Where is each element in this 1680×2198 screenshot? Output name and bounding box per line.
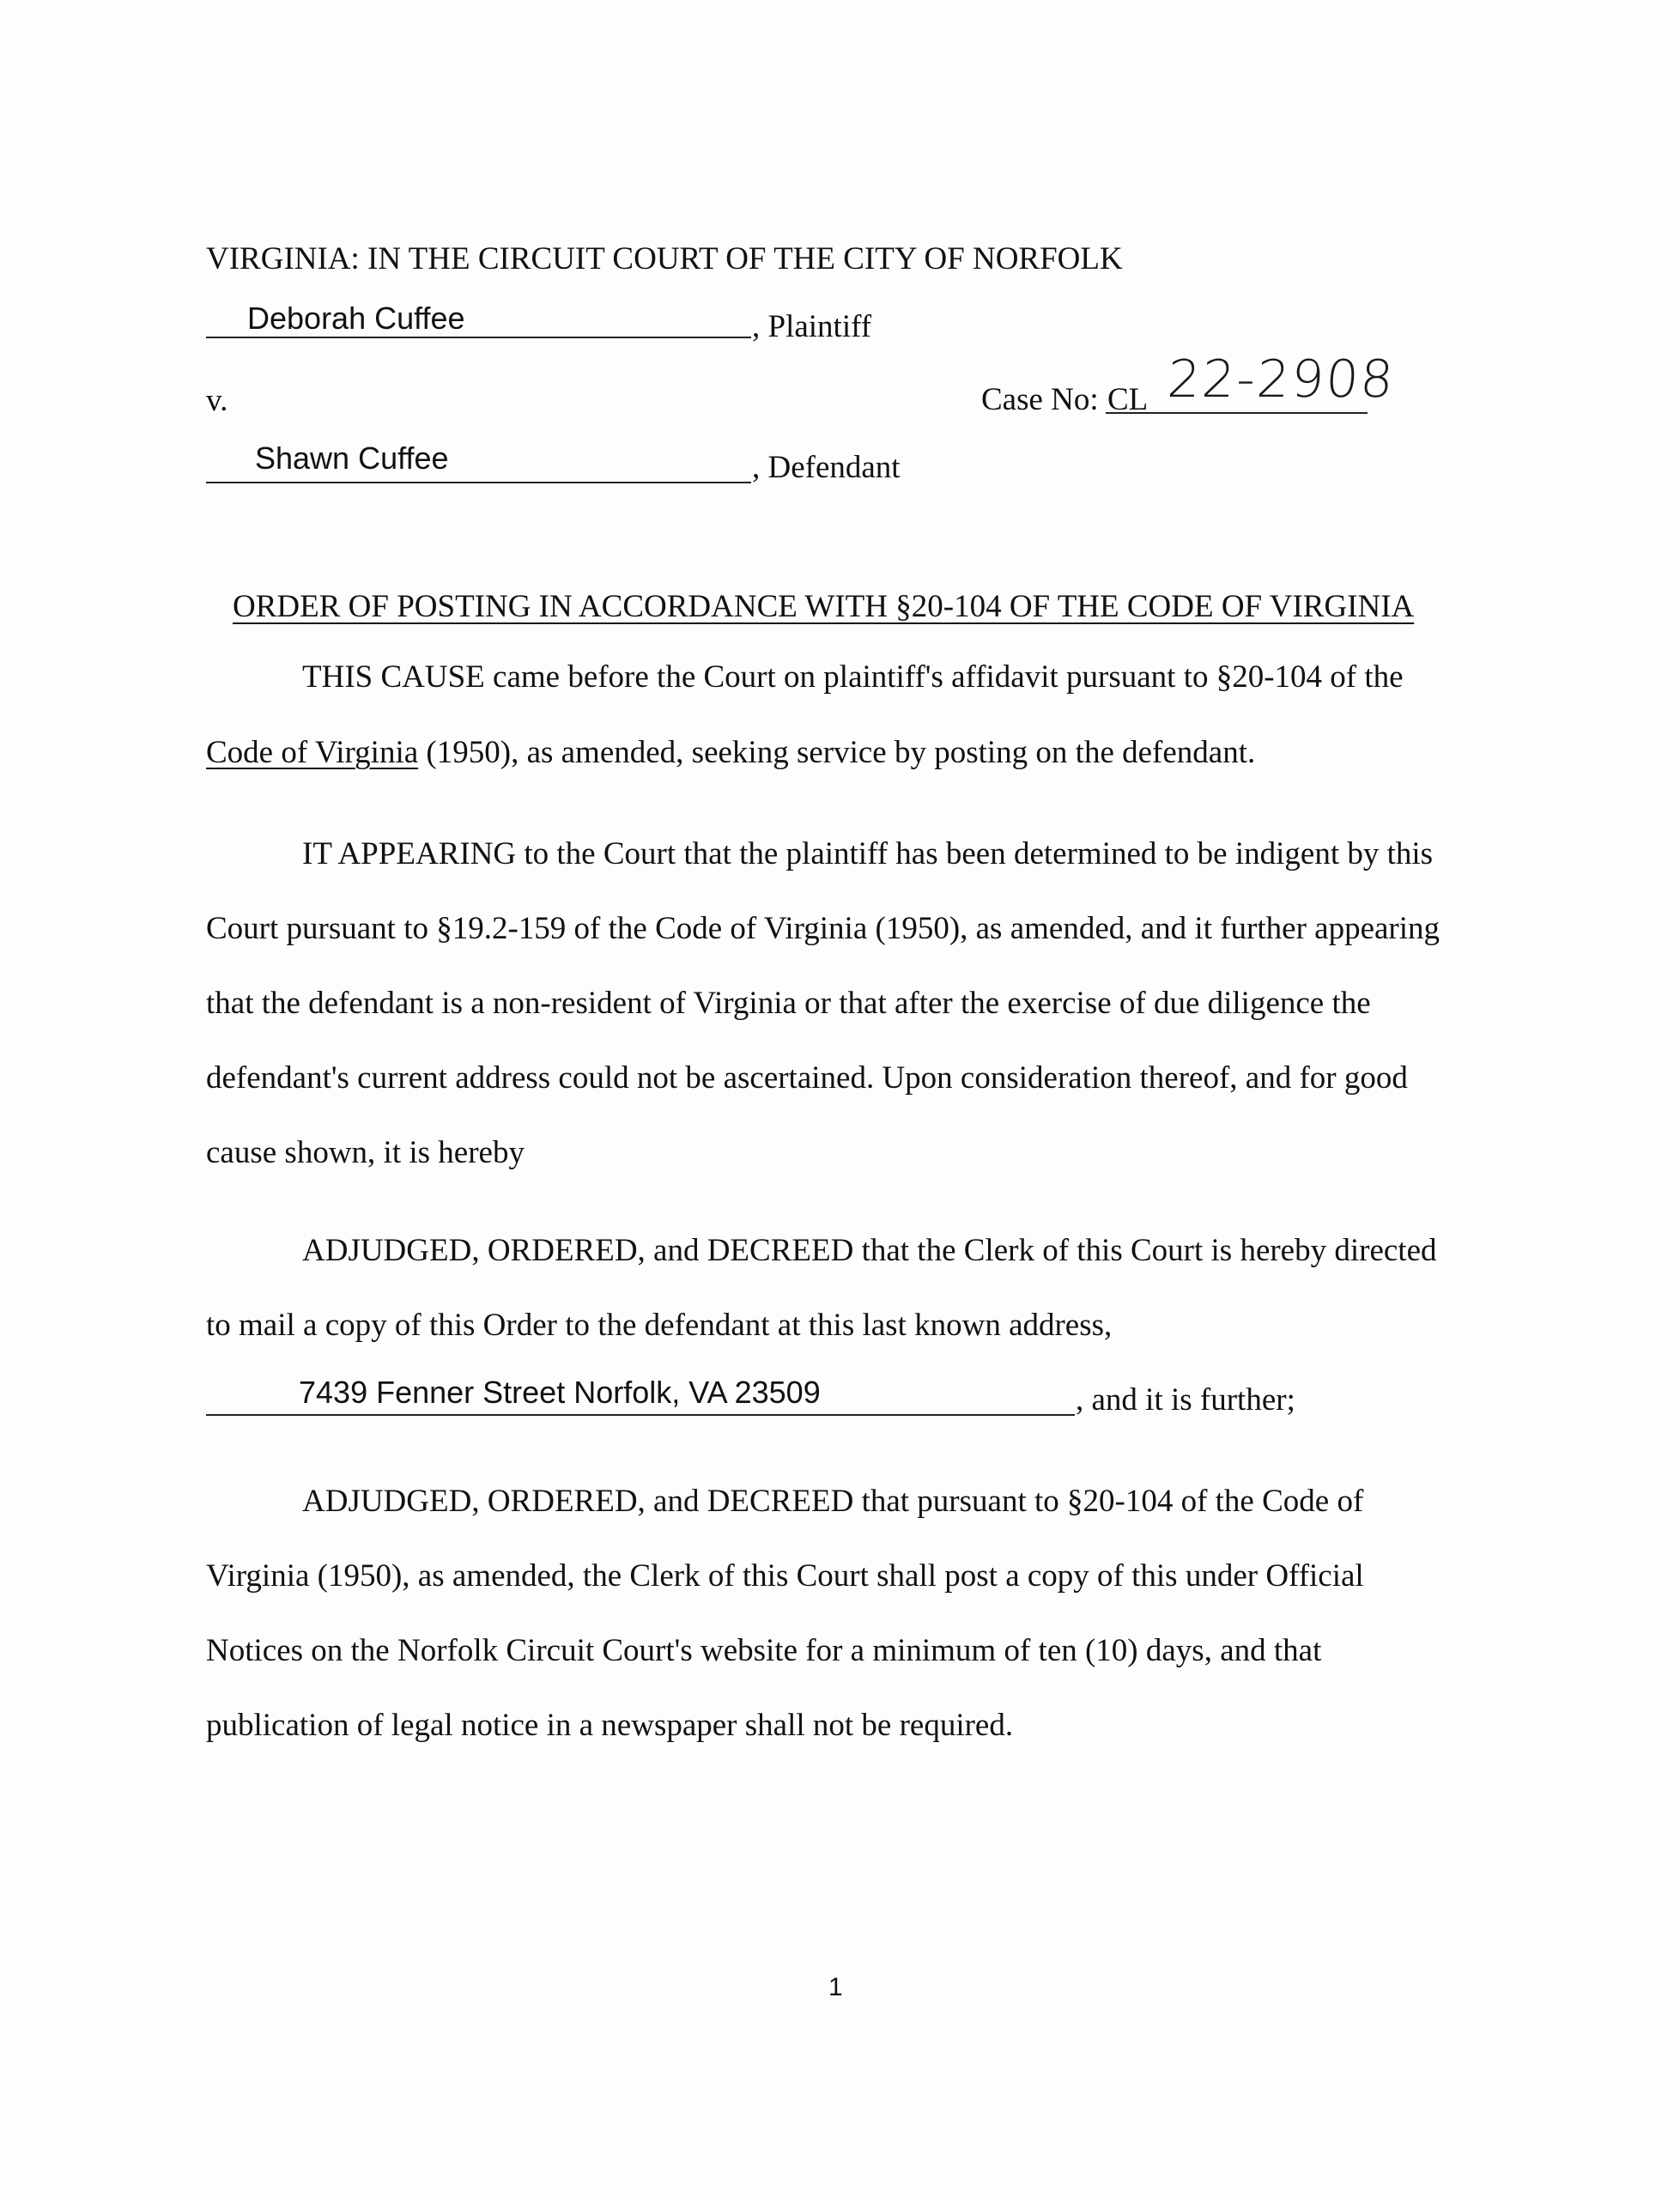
plaintiff-label: , Plaintiff [752,309,872,344]
code-of-virginia-citation: Code of Virginia [206,735,419,770]
paragraph-2-line-5: cause shown, it is hereby [206,1135,525,1170]
paragraph-4-line-4: publication of legal notice in a newspaper shall not be required. [206,1708,1014,1743]
defendant-underline [206,482,751,483]
defendant-address: 7439 Fenner Street Norfolk, VA 23509 [299,1375,821,1410]
case-number-prefix: CL [1107,382,1149,417]
case-number-label: Case No: [981,382,1099,417]
paragraph-2-line-4: defendant's current address could not be ascertained. Upon consideration thereof, and for good [206,1060,1408,1096]
paragraph-1-line-2-text: (1950), as amended, seeking service by posting on the defendant. [418,735,1256,770]
case-number-underline [1106,412,1368,414]
paragraph-2-line-3: that the defendant is a non-resident of Virginia or that after the exercise of due diligence the [206,986,1371,1021]
paragraph-3-line-3-suffix: , and it is further; [1076,1382,1295,1418]
paragraph-4-line-3: Notices on the Norfolk Circuit Court's website for a minimum of ten (10) days, and that [206,1633,1322,1668]
plaintiff-name: Deborah Cuffee [247,301,465,336]
paragraph-1-line-1: THIS CAUSE came before the Court on plaintiff's affidavit pursuant to §20-104 of the [302,659,1404,695]
versus-label: v. [206,383,228,418]
paragraph-1-line-2 [206,737,1255,768]
case-number-handwritten: 22-2908 [1165,349,1398,410]
defendant-name: Shawn Cuffee [255,440,449,476]
order-title: ORDER OF POSTING IN ACCORDANCE WITH §20-104 OF THE CODE OF VIRGINIA [233,589,1415,624]
paragraph-4-line-2: Virginia (1950), as amended, the Clerk of this Court shall post a copy of this under Official [206,1558,1364,1594]
defendant-label: , Defendant [752,450,901,485]
paragraph-3-line-1: ADJUDGED, ORDERED, and DECREED that the Clerk of this Court is hereby directed [302,1233,1437,1268]
paragraph-4-line-1: ADJUDGED, ORDERED, and DECREED that pursuant to §20-104 of the Code of [302,1484,1364,1519]
paragraph-2-line-2: Court pursuant to §19.2-159 of the Code of Virginia (1950), as amended, and it further appearing [206,911,1440,946]
address-underline [206,1414,1075,1416]
paragraph-3-line-2: to mail a copy of this Order to the defendant at this last known address, [206,1308,1113,1343]
court-heading: VIRGINIA: IN THE CIRCUIT COURT OF THE CITY OF NORFOLK [206,241,1123,276]
paragraph-2-line-1: IT APPEARING to the Court that the plaintiff has been determined to be indigent by this [302,836,1434,871]
page-number: 1 [828,1973,843,2001]
plaintiff-underline [206,337,751,338]
